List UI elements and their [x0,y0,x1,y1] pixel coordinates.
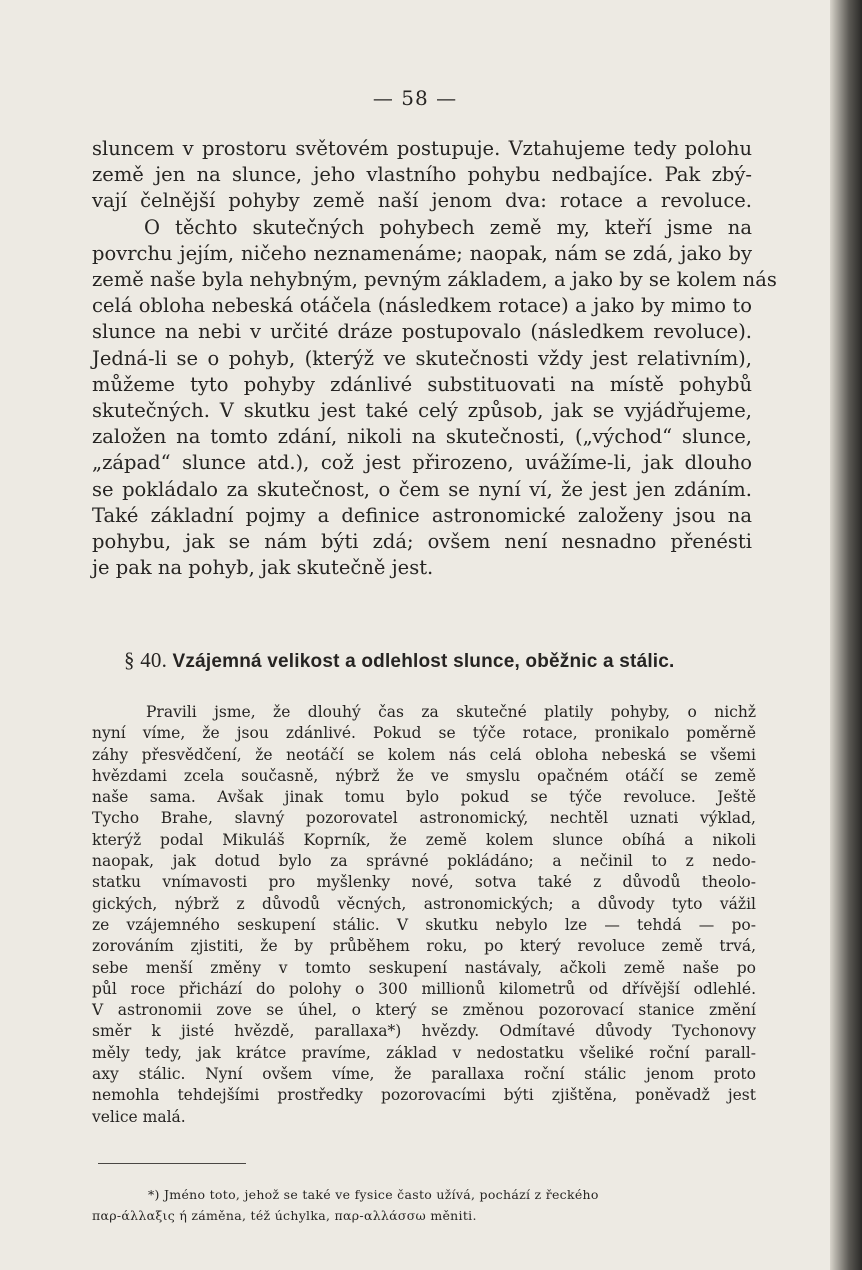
footnote-line: παρ-άλλαξις ή záměna, též úchylka, παρ-αλλάσσω měniti. [92,1208,477,1223]
text-line: se pokládalo za skutečnost, o čem se nyní ví, že jest jen zdáním. [92,477,752,501]
text-line: sluncem v prostoru světovém postupuje. Vztahujeme tedy polohu [92,137,752,160]
text-line: zorováním zjistiti, že by průběhem roku, po který revoluce země trvá, [92,937,756,956]
text-line: nyní víme, že jsou zdánlivé. Pokud se týče rotace, pronikalo poměrně [92,724,756,743]
text-line: celá obloha nebeská otáčela (následkem rotace) a jako by mimo to [92,294,752,318]
text-line: Také základní pojmy a definice astronomické založeny jsou na [92,503,752,527]
page-number: — 58 — [372,86,458,110]
section-number: 40. [140,648,168,672]
text-line: země jen na slunce, jeho vlastního pohybu nedbajíce. Pak zbý- [92,163,752,187]
text-line: axy stálic. Nyní ovšem víme, že parallaxa roční stálic jenom proto [92,1065,756,1084]
section-symbol: § [124,648,135,672]
text-line: pohybu, jak se nám býti zdá; ovšem není nesnadno přenésti [92,530,752,554]
text-line: slunce na nebi v určité dráze postupovalo (následkem revoluce). [92,320,752,344]
text-line: hvězdami zcela současně, nýbrž že ve smyslu opačném otáčí se země [92,766,756,785]
text-line: povrchu jejím, ničeho neznamenáme; naopak, nám se zdá, jako by [92,241,752,265]
text-line: ze vzájemného seskupení stálic. V skutku nebylo lze — tehdá — po- [92,915,756,934]
text-line: vají čelnější pohyby země naší jenom dva: rotace a revoluce. [92,189,752,213]
text-line: O těchto skutečných pohybech země my, kteří jsme na [144,215,752,239]
text-line: Jedná-li se o pohyb, (kterýž ve skutečnosti vždy jest relativním), [92,346,752,370]
text-line: země naše byla nehybným, pevným základem, a jako by se kolem nás [92,268,777,292]
text-line: směr k jisté hvězdě, parallaxa*) hvězdy. Odmítavé důvody Tychonovy [92,1022,756,1041]
footnote [92,1184,758,1226]
text-line: „západ“ slunce atd.), což jest přirozeno, uvážíme-li, jak dlouho [92,451,752,475]
text-line: je pak na pohyb, jak skutečně jest. [92,556,434,580]
text-line: půl roce přichází do polohy o 300 millionů kilometrů od dřívější odlehlé. [92,979,756,998]
text-line: měly tedy, jak krátce pravíme, základ v nedostatku všeliké roční parall- [92,1043,756,1062]
text-line: statku vnímavosti pro myšlenky nové, sotva také z důvodů theolo- [92,873,756,892]
text-line: Pravili jsme, že dlouhý čas za skutečné platily pohyby, o nichž [146,703,756,721]
paragraph-main [92,702,756,1128]
text-line: založen na tomto zdání, nikoli na skutečnosti, („východ“ slunce, [92,425,752,449]
text-line: velice malá. [92,1107,186,1126]
section-title: Vzájemná velikost a odlehlost slunce, oběžnic a stálic. [172,651,675,672]
section-heading [124,648,764,673]
text-line: záhy přesvědčení, že neotáčí se kolem nás celá obloha nebeská se všemi [92,745,756,764]
paragraph-intro [92,136,777,581]
text-line: naše sama. Avšak jinak tomu bylo pokud se týče revoluce. Ještě [92,788,756,807]
text-line: nemohla tehdejšími prostředky pozorovacími býti zjištěna, poněvadž jest [92,1086,756,1105]
text-line: gických, nýbrž z důvodů věcných, astronomických; a důvody tyto vážil [92,894,756,913]
text-line: Tycho Brahe, slavný pozorovatel astronomický, nechtěl uznati výklad, [92,809,756,828]
text-line: můžeme tyto pohyby zdánlivé substituovati na místě pohybů [92,372,752,396]
text-line: skutečných. V skutku jest také celý způsob, jak se vyjádřujeme, [92,399,752,423]
footnote-divider [98,1163,246,1164]
text-line: sebe menší změny v tomto seskupení nastávaly, ačkoli země naše po [92,958,756,977]
page-edge-shadow [830,0,862,1270]
text-line: kterýž podal Mikuláš Koprník, že země kolem slunce obíhá a nikoli [92,830,756,849]
footnote-line: *) Jméno toto, jehož se také ve fysice často užívá, pochází z řeckého [148,1187,599,1202]
text-line: naopak, jak dotud bylo za správné pokládáno; a nečinil to z nedo- [92,852,756,871]
text-line: V astronomii zove se úhel, o který se změnou pozorovací stanice změní [92,1001,756,1020]
